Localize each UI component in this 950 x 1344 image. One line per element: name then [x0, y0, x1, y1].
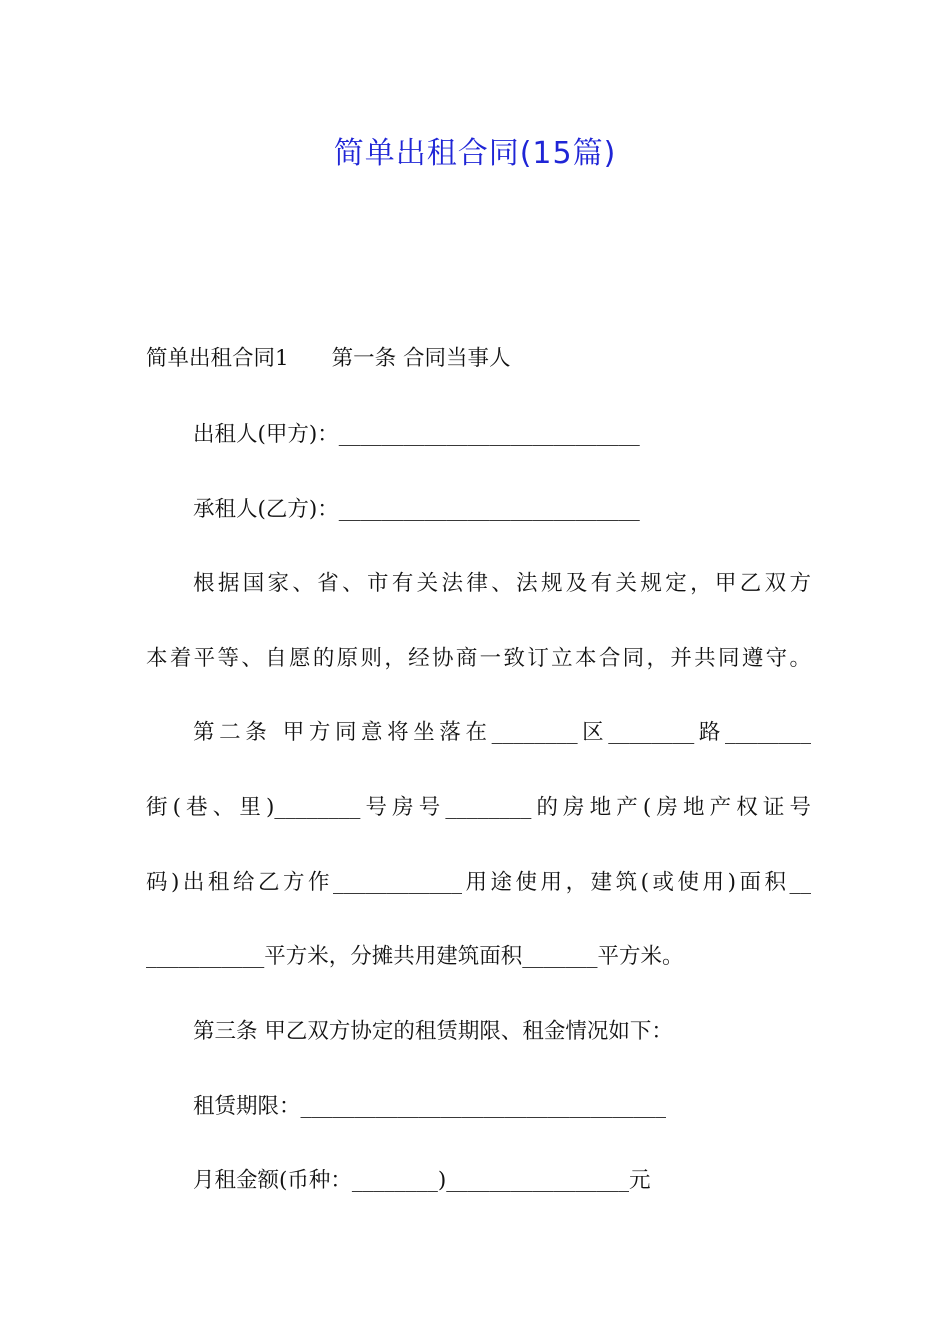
paragraph-line: 本着平等、自愿的原则，经协商一致订立本合同，并共同遵守。 [146, 646, 811, 671]
lease-term-line: 租赁期限：__________________________________ [193, 1094, 667, 1119]
article-two-line: 第二条 甲方同意将坐落在________区________路________ [193, 720, 811, 745]
contract-heading-line: 简单出租合同1 第一条 合同当事人 [146, 346, 511, 371]
paragraph-line: 码)出租给乙方作____________用途使用，建筑(或使用)面积__ [146, 870, 811, 895]
article-three-line: 第三条 甲乙双方协定的租赁期限、租金情况如下： [193, 1019, 673, 1044]
paragraph-line: 街(巷、里)________号房号________的房地产(房地产权证号 [146, 795, 811, 820]
monthly-rent-line: 月租金额(币种：________)_________________元 [193, 1168, 651, 1193]
lessee-line: 承租人(乙方)：____________________________ [193, 497, 640, 522]
paragraph-line: 根据国家、省、市有关法律、法规及有关规定，甲乙双方 [193, 571, 811, 596]
lessor-line: 出租人(甲方)：____________________________ [193, 422, 640, 447]
document-title: 简单出租合同(15篇) [333, 136, 617, 171]
paragraph-line: ___________平方米，分摊共用建筑面积_______平方米。 [146, 944, 684, 969]
